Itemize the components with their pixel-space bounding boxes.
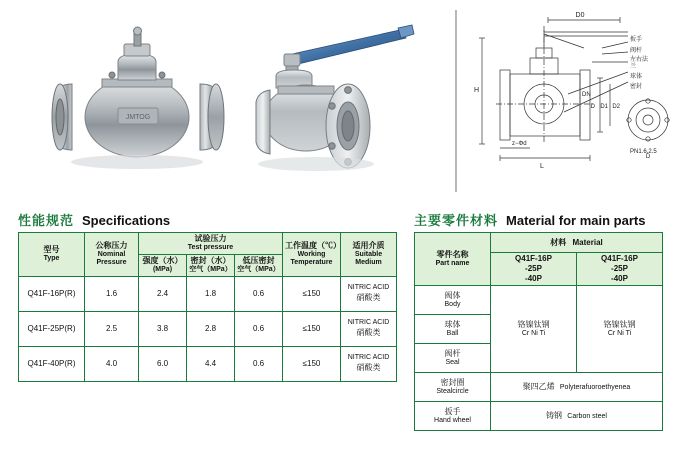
spec-cell-seal: 2.8 bbox=[187, 311, 235, 346]
svg-text:球体: 球体 bbox=[630, 74, 643, 80]
materials-heading bbox=[414, 210, 645, 230]
mat-col-partname: 零件名称 Part name bbox=[415, 233, 491, 286]
spec-col-medium: 适用介质 Suitable Medium bbox=[341, 233, 397, 277]
spec-col-strength: 强度（水） (MPa) bbox=[139, 254, 187, 276]
spec-col-testpressure: 试验压力 Test pressure bbox=[139, 233, 283, 255]
spec-cell-strength: 6.0 bbox=[139, 346, 187, 381]
mat-cell-handwheel-material: 铸钢 Carbon steel bbox=[491, 402, 663, 431]
table-row bbox=[415, 286, 663, 315]
mat-header-row-1 bbox=[415, 233, 663, 253]
spec-cell-medium: NITRIC ACID 硝酸类 bbox=[341, 276, 397, 311]
specifications-heading bbox=[18, 210, 170, 230]
svg-text:z−Φd: z−Φd bbox=[512, 141, 527, 147]
mat-cell-col2-group: 铬镍钛钢 Cr Ni Ti bbox=[577, 286, 663, 373]
mat-cell-part: 扳手 Hand wheel bbox=[415, 402, 491, 431]
technical-drawing bbox=[452, 8, 676, 194]
spec-cell-strength: 2.4 bbox=[139, 276, 187, 311]
valve-photo-left bbox=[42, 22, 232, 182]
svg-text:密封: 密封 bbox=[630, 84, 643, 90]
svg-text:扳手: 扳手 bbox=[630, 37, 643, 43]
svg-text:阀杆: 阀杆 bbox=[630, 48, 643, 54]
svg-text:JMTOG: JMTOG bbox=[125, 114, 151, 121]
spec-header-row-1 bbox=[19, 233, 397, 255]
spec-cell-nominal: 4.0 bbox=[85, 346, 139, 381]
spec-cell-type: Q41F-40P(R) bbox=[19, 346, 85, 381]
spec-cell-seal: 4.4 bbox=[187, 346, 235, 381]
spec-col-nominal: 公称压力 Nominal Pressure bbox=[85, 233, 139, 277]
svg-text:D: D bbox=[590, 104, 595, 110]
mat-col-variant-2: Q41F-16P -25P -40P bbox=[577, 253, 663, 286]
svg-text:H: H bbox=[474, 87, 480, 94]
spec-cell-lowseal: 0.6 bbox=[235, 311, 283, 346]
spec-cell-type: Q41F-16P(R) bbox=[19, 276, 85, 311]
svg-text:L: L bbox=[540, 163, 544, 170]
spec-col-temperature: 工作温度（℃） Working Temperature bbox=[283, 233, 341, 277]
mat-cell-col1-group: 铬镍钛钢 Cr Ni Ti bbox=[491, 286, 577, 373]
table-row bbox=[19, 311, 397, 346]
spec-cell-type: Q41F-25P(R) bbox=[19, 311, 85, 346]
svg-text:PN1.6,2.5: PN1.6,2.5 bbox=[630, 149, 657, 155]
svg-text:DN: DN bbox=[582, 92, 591, 98]
mat-cell-seal-material: 聚四乙烯 Polyterafuoroethyenea bbox=[491, 373, 663, 402]
mat-col-variant-1: Q41F-16P -25P -40P bbox=[491, 253, 577, 286]
specifications-table bbox=[18, 232, 397, 382]
spec-col-type: 型号 Type bbox=[19, 233, 85, 277]
mat-cell-part: 密封圈 Stealcircle bbox=[415, 373, 491, 402]
product-photos bbox=[0, 0, 450, 196]
valve-photo-right bbox=[250, 14, 430, 182]
specifications-heading-en: Specifications bbox=[82, 213, 171, 228]
svg-text:D1: D1 bbox=[600, 104, 608, 110]
spec-col-seal: 密封（水） 空气（MPa） bbox=[187, 254, 235, 276]
materials-heading-cn: 主要零件材料 bbox=[414, 213, 499, 228]
materials-heading-en: Material for main parts bbox=[506, 213, 646, 228]
mat-col-material: 材料 Material bbox=[491, 233, 663, 253]
table-row bbox=[19, 346, 397, 381]
materials-table bbox=[414, 232, 663, 431]
spec-cell-temperature: ≤150 bbox=[283, 311, 341, 346]
specifications-heading-cn: 性能规范 bbox=[18, 213, 75, 228]
spec-cell-medium: NITRIC ACID 硝酸类 bbox=[341, 346, 397, 381]
spec-cell-nominal: 1.6 bbox=[85, 276, 139, 311]
table-row bbox=[415, 402, 663, 431]
spec-cell-strength: 3.8 bbox=[139, 311, 187, 346]
spec-cell-nominal: 2.5 bbox=[85, 311, 139, 346]
svg-text:左右法: 左右法 bbox=[630, 57, 649, 63]
mat-cell-part: 阀杆 Seal bbox=[415, 344, 491, 373]
spec-cell-lowseal: 0.6 bbox=[235, 346, 283, 381]
spec-cell-lowseal: 0.6 bbox=[235, 276, 283, 311]
table-row bbox=[19, 276, 397, 311]
spec-cell-seal: 1.8 bbox=[187, 276, 235, 311]
spec-cell-temperature: ≤150 bbox=[283, 346, 341, 381]
svg-text:D: D bbox=[645, 154, 651, 160]
spec-col-lowseal: 低压密封 空气（MPa） bbox=[235, 254, 283, 276]
table-row bbox=[415, 373, 663, 402]
svg-text:D0: D0 bbox=[575, 12, 585, 19]
svg-text:兰: 兰 bbox=[630, 64, 637, 70]
spec-cell-temperature: ≤150 bbox=[283, 276, 341, 311]
spec-cell-medium: NITRIC ACID 硝酸类 bbox=[341, 311, 397, 346]
mat-cell-part: 阀体 Body bbox=[415, 286, 491, 315]
svg-text:D2: D2 bbox=[612, 104, 620, 110]
mat-cell-part: 球体 Ball bbox=[415, 315, 491, 344]
